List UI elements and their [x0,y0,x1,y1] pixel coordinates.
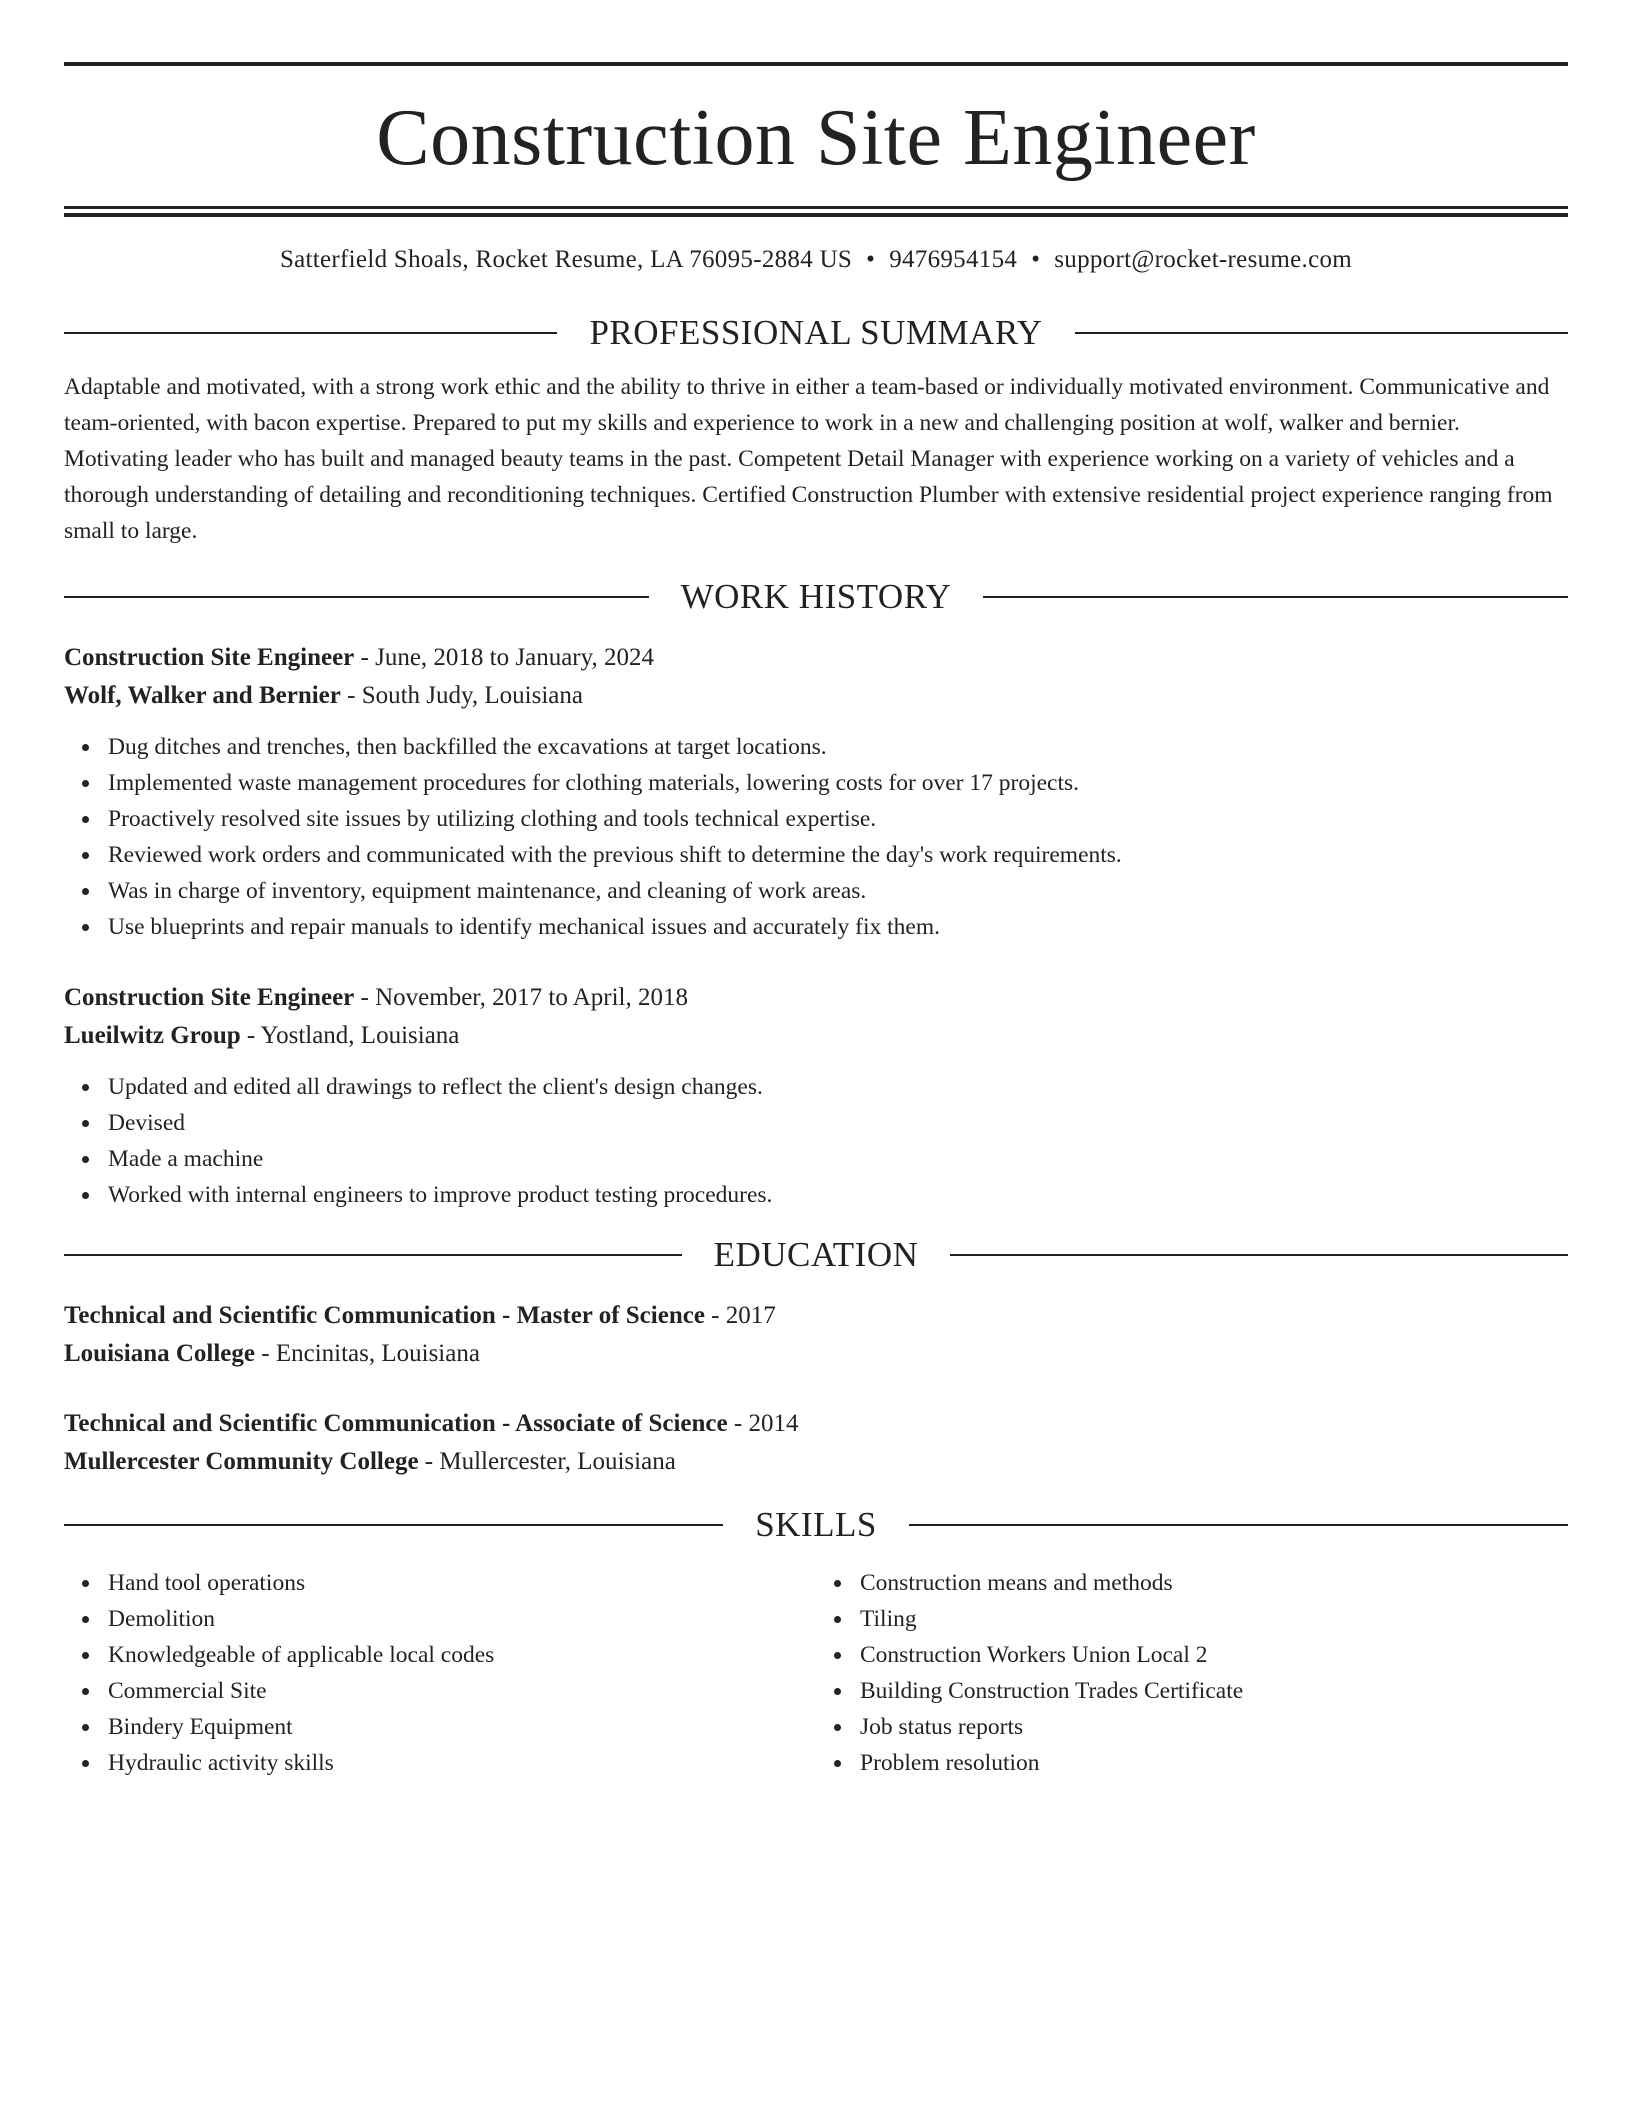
job-location: - South Judy, Louisiana [340,682,583,709]
resume-title: Construction Site Engineer [376,94,1256,182]
skills-list-right [816,1565,1568,1781]
education-heading: EDUCATION [713,1235,919,1274]
skill-item: Demolition [108,1601,816,1637]
education-school: Louisiana College [64,1340,255,1367]
contact-separator: • [866,246,876,273]
skill-item: Knowledgeable of applicable local codes [108,1637,816,1673]
job-bullet: Was in charge of inventory, equipment maintenance, and cleaning of work areas. [108,873,1568,909]
contact-separator: • [1031,246,1041,273]
job-title-line [64,639,1568,677]
heading-rule-right [950,1254,1568,1256]
job-bullets [64,1069,1568,1213]
contact-line [64,245,1568,275]
top-rule [64,62,1568,66]
job-dates: - June, 2018 to January, 2024 [354,644,655,671]
heading-rule-left [64,332,557,334]
education-year: - 2014 [727,1410,799,1437]
education-degree-line [64,1297,1568,1335]
skill-item: Problem resolution [860,1745,1568,1781]
work-heading: WORK HISTORY [680,577,952,616]
job-bullet: Use blueprints and repair manuals to identify mechanical issues and accurately fix them. [108,909,1568,945]
job-bullet: Proactively resolved site issues by utilizing clothing and tools technical expertise. [108,801,1568,837]
heading-rule-left [64,1524,723,1526]
skill-item: Hand tool operations [108,1565,816,1601]
heading-rule-right [983,596,1568,598]
contact-address: Satterfield Shoals, Rocket Resume, LA 76095-2884 US [279,246,853,273]
skills-list-left [64,1565,816,1781]
skills-heading: SKILLS [755,1505,877,1544]
education-entry [64,1405,1568,1481]
job-company-line [64,677,1568,715]
skill-item: Building Construction Trades Certificate [860,1673,1568,1709]
job-bullet: Reviewed work orders and communicated with the previous shift to determine the day's work requirements. [108,837,1568,873]
section-heading-education [64,1235,1568,1275]
education-degree: Technical and Scientific Communication - Master of Science [64,1302,705,1329]
education-degree-line [64,1405,1568,1443]
job-bullet: Updated and edited all drawings to reflect the client's design changes. [108,1069,1568,1105]
skill-item: Construction Workers Union Local 2 [860,1637,1568,1673]
section-heading-summary [64,313,1568,353]
job-entry [64,979,1568,1213]
job-company-line [64,1017,1568,1055]
section-heading-skills [64,1505,1568,1545]
education-school-line [64,1335,1568,1373]
summary-text: Adaptable and motivated, with a strong work ethic and the ability to thrive in either a team-based or individually motivated environment. Communicative and team-oriented, with bacon expertise. Prepared to put my skills and experience to work in a new and challenging position at wolf, walker and bernier. Motivating leader who has built and managed beauty teams in the past. Competent Detail Manager with experience working on a variety of vehicles and a thorough understanding of detailing and reconditioning techniques. Certified Construction Plumber with extensive residential project experience ranging from small to large. [64,374,1553,544]
job-title-line [64,979,1568,1017]
education-location: - Mullercester, Louisiana [418,1448,676,1475]
contact-email: support@rocket-resume.com [1054,246,1353,273]
title-double-rule [64,206,1568,217]
skill-item: Bindery Equipment [108,1709,816,1745]
job-dates: - November, 2017 to April, 2018 [354,984,688,1011]
job-title: Construction Site Engineer [64,984,355,1011]
job-bullet: Dug ditches and trenches, then backfilled the excavations at target locations. [108,729,1568,765]
heading-rule-right [1075,332,1568,334]
job-bullet: Implemented waste management procedures for clothing materials, lowering costs for over 17 projects. [108,765,1568,801]
job-entry [64,639,1568,945]
heading-rule-left [64,596,649,598]
skills-columns [64,1565,1568,1781]
job-bullets [64,729,1568,945]
summary-heading: PROFESSIONAL SUMMARY [589,313,1043,352]
job-company: Wolf, Walker and Bernier [64,682,341,709]
skill-item: Hydraulic activity skills [108,1745,816,1781]
skill-item: Tiling [860,1601,1568,1637]
section-heading-work [64,577,1568,617]
education-school-line [64,1443,1568,1481]
education-year: - 2017 [704,1302,776,1329]
job-company: Lueilwitz Group [64,1022,241,1049]
job-bullet: Worked with internal engineers to improve product testing procedures. [108,1177,1568,1213]
education-location: - Encinitas, Louisiana [255,1340,480,1367]
heading-rule-left [64,1254,682,1256]
job-location: - Yostland, Louisiana [240,1022,460,1049]
education-degree: Technical and Scientific Communication - Associate of Science [64,1410,728,1437]
skill-item: Commercial Site [108,1673,816,1709]
education-school: Mullercester Community College [64,1448,419,1475]
skill-item: Job status reports [860,1709,1568,1745]
job-bullet: Devised [108,1105,1568,1141]
contact-phone: 9476954154 [889,246,1018,273]
education-entry [64,1297,1568,1373]
job-title: Construction Site Engineer [64,644,355,671]
job-bullet: Made a machine [108,1141,1568,1177]
skill-item: Construction means and methods [860,1565,1568,1601]
heading-rule-right [909,1524,1568,1526]
